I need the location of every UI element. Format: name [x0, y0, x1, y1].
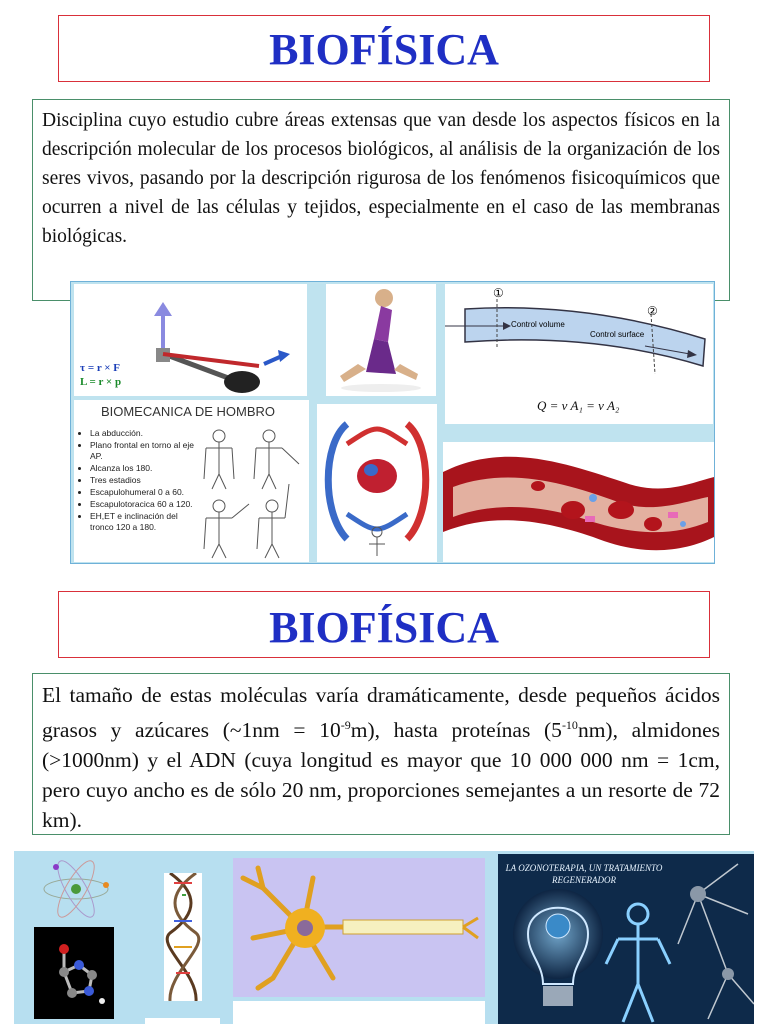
list-item: • Plano frontal en torno al eje AP. [90, 440, 200, 462]
flow-section-1-label: ① [493, 286, 504, 300]
molecule-model-image [34, 927, 114, 1019]
image-fragment [233, 1001, 485, 1024]
control-volume-label: Control volume [511, 320, 565, 329]
ozone-therapy-caption: LA OZONOTERAPIA, UN TRATAMIENTO REGENERADOR [505, 863, 663, 885]
continuity-equation: Q = v A₁ = v A₂ [537, 398, 620, 413]
paragraph-part: El tamaño de estas moléculas varía dramáticamente, desde pequeños ácidos grasos y azúcares (~1nm = 10 [42, 683, 720, 743]
list-item: • Tres estadios [90, 475, 200, 486]
angular-momentum-formula: L = r × p [80, 376, 122, 388]
superscript: -10 [561, 718, 578, 732]
shoulder-biomechanics-panel [74, 400, 309, 562]
torque-vector-diagram [74, 284, 307, 396]
paragraph-part: m), hasta proteínas (5 [350, 718, 562, 743]
hombro-title: BIOMECANICA DE HOMBRO [100, 404, 276, 419]
definition-paragraph: Disciplina cuyo estudio cubre áreas extensas que van desde los aspectos físicos en la descripción molecular de los procesos biológicos, al análisis de la organización de los seres vivos, pasando por la descripción rigurosa de los fenómenos fisicoquímicos que ocurren a nivel de las células y tejidos, especialmente en el caso de las membranas biológicas. [32, 99, 730, 301]
circulatory-system-image [317, 404, 437, 562]
molecule-size-paragraph [32, 673, 730, 835]
dna-helix-image [164, 873, 202, 1001]
image-fragment [145, 1018, 220, 1024]
flow-section-2-label: ② [647, 304, 658, 318]
list-item: • Alcanza los 180. [90, 463, 200, 474]
paragraph-part: nm), almidones (>1000nm) y el ADN (cuya longitud es mayor que 10 000 000 nm = 1cm, pero cuyo ancho es de sólo 20 nm, proporciones semejantes a un resorte de 72 km). [42, 718, 720, 833]
situp-figure-image [326, 284, 436, 396]
blood-vessel-image [443, 442, 714, 562]
biophysics-collage [70, 281, 715, 564]
list-item: • Escapulotoracica 60 a 120. [90, 499, 200, 510]
torque-formula: τ = r × F [80, 362, 121, 374]
control-surface-label: Control surface [590, 330, 645, 339]
page-title-biofisica-1: BIOFÍSICA [58, 15, 710, 82]
hombro-list [78, 428, 200, 534]
list-item: • EH,ET e inclinación del tronco 120 a 180. [90, 511, 200, 533]
fluid-flow-diagram [445, 284, 713, 424]
molecular-collage [14, 851, 754, 1024]
list-item: • Escapulohumeral 0 a 60. [90, 487, 200, 498]
shoulder-figures [194, 424, 306, 560]
superscript: -9 [340, 718, 351, 732]
atom-image [36, 855, 116, 923]
neuron-image [233, 858, 485, 997]
list-item: • La abducción. [90, 428, 200, 439]
page-title-biofisica-2: BIOFÍSICA [58, 591, 710, 658]
ozone-therapy-image [498, 854, 754, 1024]
